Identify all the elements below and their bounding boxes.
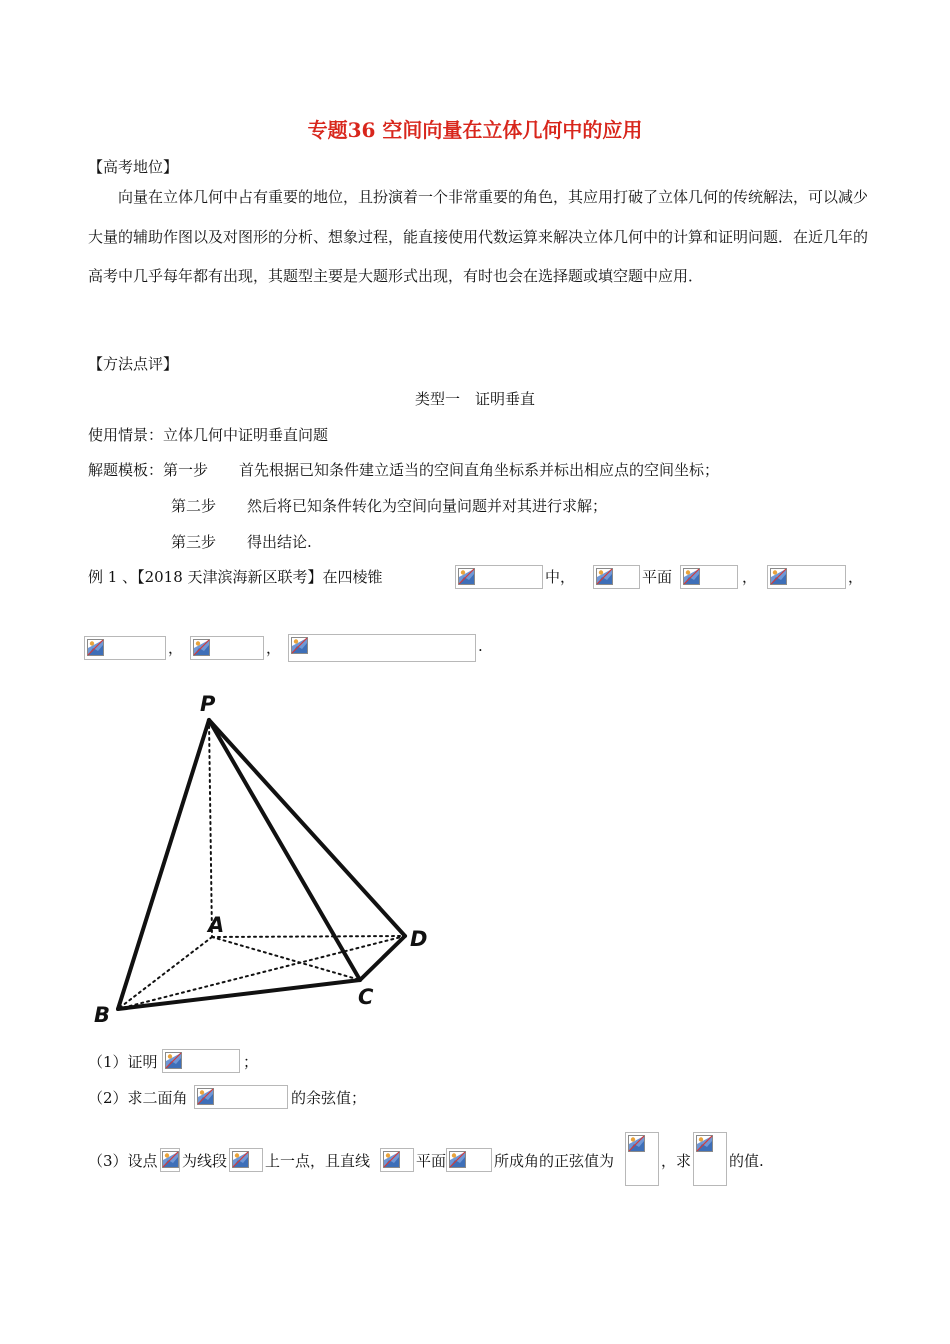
comma: ， bbox=[266, 639, 282, 657]
formula-placeholder bbox=[625, 1132, 659, 1186]
question-3-part-c: 上一点，且直线 bbox=[265, 1152, 371, 1170]
question-3-part-e: 所成角的正弦值为 bbox=[494, 1152, 615, 1170]
question-1-prefix: （1）证明 bbox=[88, 1053, 158, 1071]
broken-image-icon bbox=[683, 568, 700, 585]
method-heading: 【方法点评】 bbox=[88, 355, 179, 373]
step-label: 第三步 bbox=[171, 533, 217, 551]
broken-image-icon bbox=[596, 568, 613, 585]
broken-image-icon bbox=[770, 568, 787, 585]
pyramid-figure bbox=[88, 686, 448, 1026]
broken-image-icon bbox=[458, 568, 475, 585]
formula-placeholder bbox=[693, 1132, 727, 1186]
formula-placeholder bbox=[160, 1148, 180, 1172]
question-3-part-d: 平面 bbox=[416, 1152, 447, 1170]
exam-position-heading: 【高考地位】 bbox=[88, 158, 179, 176]
formula-placeholder bbox=[162, 1049, 240, 1073]
exam-position-text: 向量在立体几何中占有重要的地位，且扮演着一个非常重要的角色，其应用打破了立体几何的传统解法，可以减少大量的辅助作图以及对图形的分析、想象过程，能直接使用代数运算来解决立体几何中的计算和证明问题．在近几年的高考中几乎每年都有出现，其题型主要是大题形式出现，有时也会在选择题或填空题中应用． bbox=[88, 188, 869, 285]
step-text: 然后将已知条件转化为空间向量问题并对其进行求解； bbox=[247, 497, 608, 515]
period: . bbox=[478, 637, 483, 655]
vertex-label-d: D bbox=[410, 927, 428, 951]
formula-placeholder bbox=[455, 565, 543, 589]
example-mid-1: 中， bbox=[545, 568, 576, 586]
formula-placeholder bbox=[288, 634, 476, 662]
formula-placeholder bbox=[767, 565, 846, 589]
question-3-part-f: ，求 bbox=[661, 1152, 692, 1170]
template-step-1 bbox=[88, 459, 719, 480]
exam-position-paragraph bbox=[88, 178, 868, 297]
comma: ， bbox=[168, 639, 184, 657]
question-2-suffix: 的余弦值； bbox=[291, 1089, 367, 1107]
example-prefix: 例 1 、【2018 天津滨海新区联考】在四棱锥 bbox=[88, 568, 383, 586]
template-step-3 bbox=[171, 531, 312, 552]
step-label: 第二步 bbox=[171, 497, 217, 515]
broken-image-icon bbox=[87, 639, 104, 656]
type-one-heading: 类型一 证明垂直 bbox=[414, 390, 535, 408]
formula-placeholder bbox=[680, 565, 738, 589]
vertex-label-a: A bbox=[208, 913, 225, 937]
formula-placeholder bbox=[190, 636, 264, 660]
broken-image-icon bbox=[291, 637, 308, 654]
formula-placeholder bbox=[229, 1148, 263, 1172]
question-1-suffix: ； bbox=[243, 1053, 259, 1071]
document-title: 专题36 空间向量在立体几何中的应用 bbox=[307, 118, 643, 142]
broken-image-icon bbox=[232, 1151, 249, 1168]
formula-placeholder bbox=[380, 1148, 414, 1172]
broken-image-icon bbox=[162, 1151, 179, 1168]
example-mid-2: 平面 bbox=[642, 568, 673, 586]
usage-line: 使用情景：立体几何中证明垂直问题 bbox=[88, 426, 329, 444]
broken-image-icon bbox=[197, 1088, 214, 1105]
vertex-label-c: C bbox=[358, 985, 374, 1009]
broken-image-icon bbox=[449, 1151, 466, 1168]
formula-placeholder bbox=[84, 636, 166, 660]
broken-image-icon bbox=[165, 1052, 182, 1069]
question-3-part-b: 为线段 bbox=[182, 1152, 228, 1170]
step-text: 首先根据已知条件建立适当的空间直角坐标系并标出相应点的空间坐标； bbox=[239, 461, 720, 479]
comma: ， bbox=[742, 568, 758, 586]
template-label: 解题模板： bbox=[88, 461, 164, 479]
formula-placeholder bbox=[446, 1148, 492, 1172]
broken-image-icon bbox=[193, 639, 210, 656]
question-3-part-a: （3）设点 bbox=[88, 1152, 158, 1170]
broken-image-icon bbox=[696, 1135, 713, 1152]
step-label: 第一步 bbox=[163, 461, 209, 479]
vertex-label-p: P bbox=[200, 692, 216, 716]
step-text: 得出结论. bbox=[247, 533, 312, 551]
comma: ， bbox=[848, 568, 864, 586]
question-2-prefix: （2）求二面角 bbox=[88, 1089, 188, 1107]
vertex-label-b: B bbox=[94, 1003, 111, 1026]
formula-placeholder bbox=[194, 1085, 288, 1109]
broken-image-icon bbox=[383, 1151, 400, 1168]
broken-image-icon bbox=[628, 1135, 645, 1152]
question-3-part-g: 的值. bbox=[729, 1152, 764, 1170]
template-step-2 bbox=[171, 495, 607, 516]
formula-placeholder bbox=[593, 565, 640, 589]
